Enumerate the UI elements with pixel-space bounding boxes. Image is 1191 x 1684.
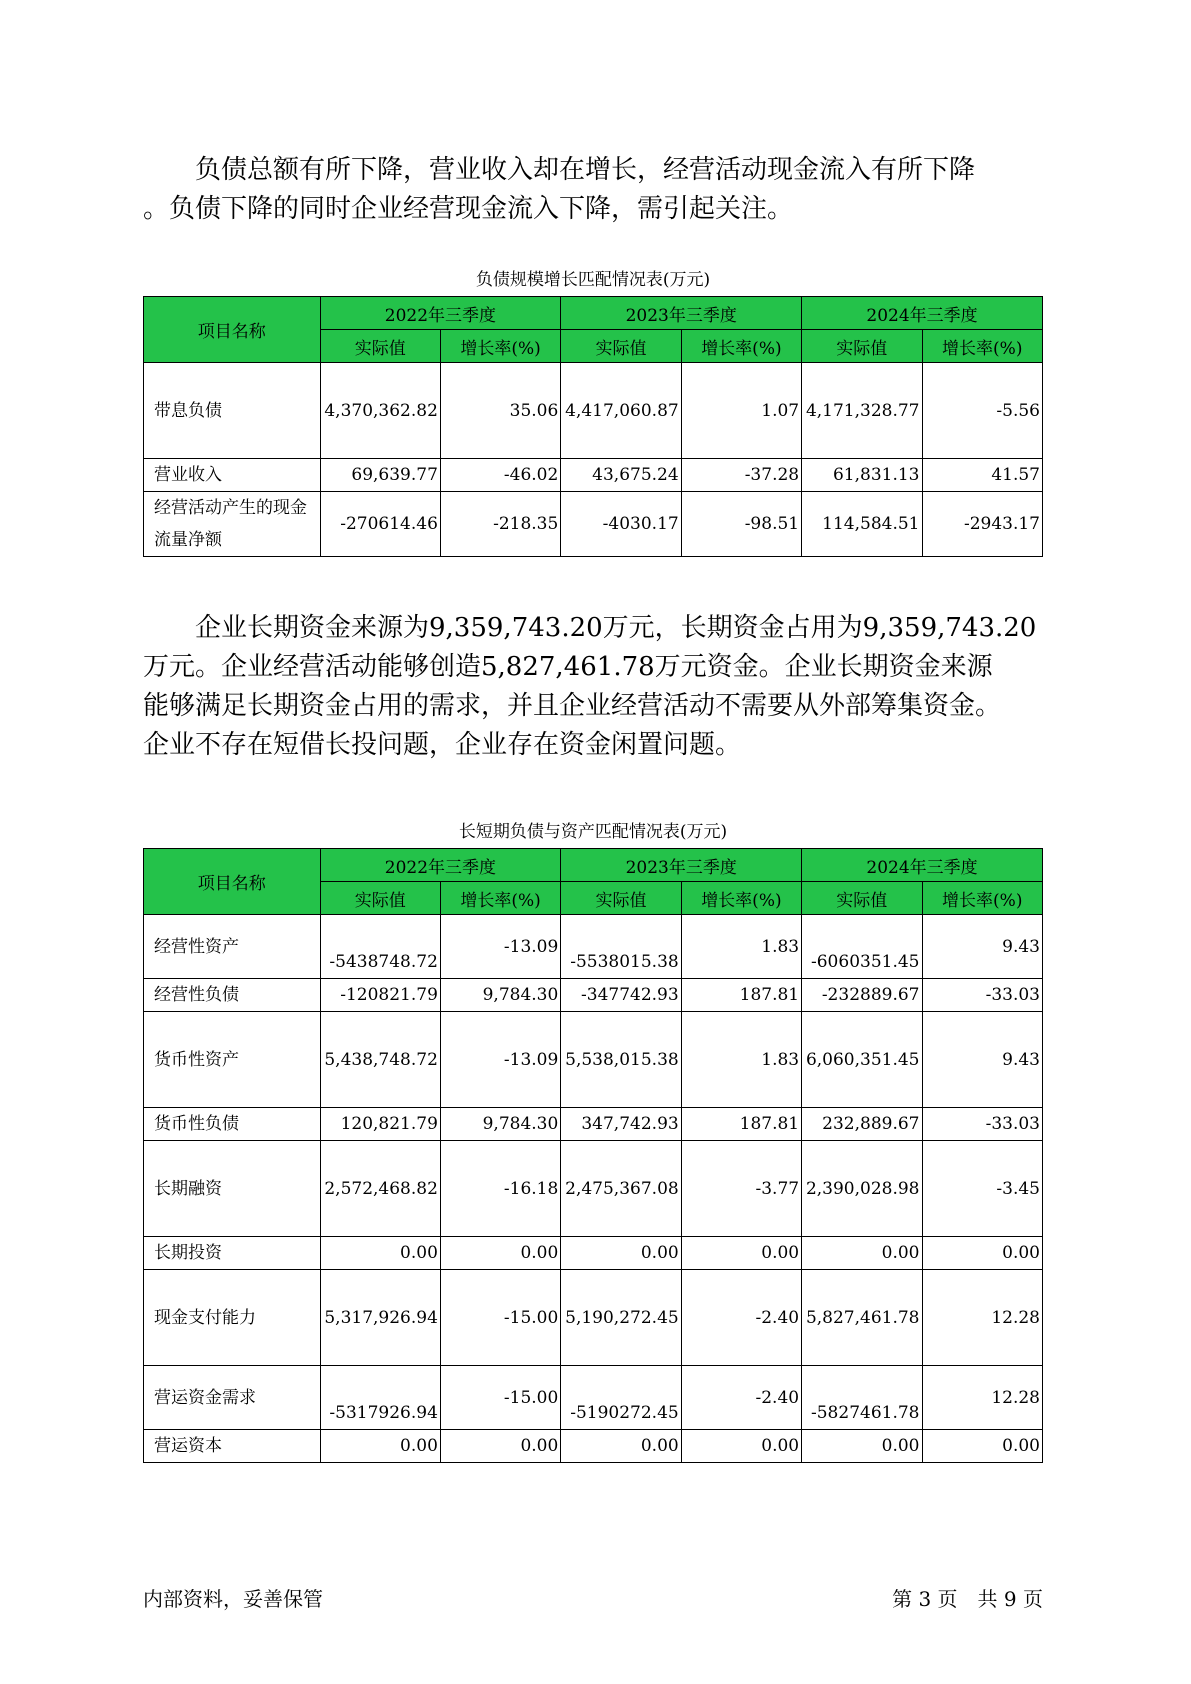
row-label: 经营活动产生的现金流量净额	[144, 492, 321, 557]
cell-value: 1.07	[681, 363, 801, 459]
cell-value: 0.00	[802, 1430, 922, 1463]
cell-value: 0.00	[320, 1237, 440, 1270]
text-line: 。负债下降的同时企业经营现金流入下降，需引起关注。	[143, 194, 794, 224]
cell-value: -13.09	[440, 1012, 560, 1108]
cell-value: 0.00	[561, 1237, 681, 1270]
row-label: 现金支付能力	[144, 1270, 321, 1366]
cell-value: 2,475,367.08	[561, 1141, 681, 1237]
table-row	[144, 1141, 1043, 1237]
table-row	[144, 1270, 1043, 1366]
cell-value: 9.43	[922, 1012, 1043, 1108]
debt-asset-match-table	[143, 848, 1043, 1463]
table-row	[144, 1108, 1043, 1141]
row-label: 长期投资	[144, 1237, 321, 1270]
cell-value: 0.00	[922, 1430, 1043, 1463]
cell-value: -5.56	[922, 363, 1043, 459]
actual-value-header: 实际值	[320, 330, 440, 363]
cell-value: 9,784.30	[440, 1108, 560, 1141]
cell-value: 5,538,015.38	[561, 1012, 681, 1108]
cell-value: -2.40	[681, 1366, 801, 1430]
table-row	[144, 915, 1043, 979]
actual-value-header: 实际值	[802, 330, 922, 363]
growth-rate-header: 增长率(%)	[681, 330, 801, 363]
cell-value: -5317926.94	[320, 1366, 440, 1430]
cell-value: 12.28	[922, 1366, 1043, 1430]
row-label: 营运资本	[144, 1430, 321, 1463]
text-line: 负债总额有所下降，营业收入却在增长，经营活动现金流入有所下降	[143, 155, 976, 185]
table-row	[144, 979, 1043, 1012]
footer-page-number: 第 3 页 共 9 页	[892, 1587, 1043, 1611]
row-label: 营业收入	[144, 459, 321, 492]
cell-value: 1.83	[681, 1012, 801, 1108]
table-row	[144, 459, 1043, 492]
cell-value: 4,370,362.82	[320, 363, 440, 459]
row-label: 经营性负债	[144, 979, 321, 1012]
cell-value: -13.09	[440, 915, 560, 979]
cell-value: 61,831.13	[802, 459, 922, 492]
period-header: 2024年三季度	[802, 849, 1043, 882]
growth-rate-header: 增长率(%)	[922, 882, 1043, 915]
paragraph-debt-summary	[143, 151, 1053, 229]
growth-rate-header: 增长率(%)	[681, 882, 801, 915]
cell-value: -37.28	[681, 459, 801, 492]
cell-value: 0.00	[320, 1430, 440, 1463]
cell-value: -15.00	[440, 1366, 560, 1430]
cell-value: 0.00	[561, 1430, 681, 1463]
cell-value: 5,317,926.94	[320, 1270, 440, 1366]
actual-value-header: 实际值	[561, 330, 681, 363]
cell-value: 5,190,272.45	[561, 1270, 681, 1366]
cell-value: -232889.67	[802, 979, 922, 1012]
text-line: 企业长期资金来源为9,359,743.20万元，长期资金占用为9,359,743.20	[143, 613, 1037, 643]
table-row	[144, 363, 1043, 459]
text-line: 能够满足长期资金占用的需求，并且企业经营活动不需要从外部筹集资金。	[143, 691, 1002, 721]
growth-rate-header: 增长率(%)	[922, 330, 1043, 363]
cell-value: 4,171,328.77	[802, 363, 922, 459]
text-line: 企业不存在短借长投问题，企业存在资金闲置问题。	[143, 730, 742, 760]
cell-value: -3.45	[922, 1141, 1043, 1237]
cell-value: 0.00	[440, 1237, 560, 1270]
cell-value: 0.00	[440, 1430, 560, 1463]
cell-value: -5438748.72	[320, 915, 440, 979]
cell-value: 4,417,060.87	[561, 363, 681, 459]
item-name-header: 项目名称	[144, 297, 321, 363]
cell-value: 35.06	[440, 363, 560, 459]
table-row	[144, 1237, 1043, 1270]
cell-value: -33.03	[922, 1108, 1043, 1141]
actual-value-header: 实际值	[802, 882, 922, 915]
cell-value: -270614.46	[320, 492, 440, 557]
row-label: 长期融资	[144, 1141, 321, 1237]
text-line: 万元。企业经营活动能够创造5,827,461.78万元资金。企业长期资金来源	[143, 652, 993, 682]
cell-value: -2943.17	[922, 492, 1043, 557]
cell-value: 9,784.30	[440, 979, 560, 1012]
cell-value: 347,742.93	[561, 1108, 681, 1141]
cell-value: 2,572,468.82	[320, 1141, 440, 1237]
debt-scale-table	[143, 296, 1043, 557]
cell-value: 9.43	[922, 915, 1043, 979]
cell-value: -5538015.38	[561, 915, 681, 979]
cell-value: -16.18	[440, 1141, 560, 1237]
row-label: 经营性资产	[144, 915, 321, 979]
cell-value: 2,390,028.98	[802, 1141, 922, 1237]
growth-rate-header: 增长率(%)	[440, 882, 560, 915]
row-label: 带息负债	[144, 363, 321, 459]
cell-value: -3.77	[681, 1141, 801, 1237]
table2-caption: 长短期负债与资产匹配情况表(万元)	[458, 822, 728, 842]
cell-value: 5,827,461.78	[802, 1270, 922, 1366]
cell-value: -120821.79	[320, 979, 440, 1012]
cell-value: 5,438,748.72	[320, 1012, 440, 1108]
actual-value-header: 实际值	[561, 882, 681, 915]
actual-value-header: 实际值	[320, 882, 440, 915]
period-header: 2022年三季度	[320, 849, 561, 882]
cell-value: -218.35	[440, 492, 560, 557]
cell-value: -46.02	[440, 459, 560, 492]
cell-value: 69,639.77	[320, 459, 440, 492]
row-label: 货币性资产	[144, 1012, 321, 1108]
period-header: 2023年三季度	[561, 297, 802, 330]
table1-caption: 负债规模增长匹配情况表(万元)	[475, 270, 711, 290]
cell-value: -15.00	[440, 1270, 560, 1366]
cell-value: -4030.17	[561, 492, 681, 557]
row-label: 营运资金需求	[144, 1366, 321, 1430]
period-header: 2022年三季度	[320, 297, 561, 330]
cell-value: 0.00	[681, 1430, 801, 1463]
cell-value: 0.00	[681, 1237, 801, 1270]
cell-value: 232,889.67	[802, 1108, 922, 1141]
paragraph-capital-analysis	[143, 609, 1053, 765]
growth-rate-header: 增长率(%)	[440, 330, 560, 363]
table-row	[144, 1012, 1043, 1108]
cell-value: 0.00	[802, 1237, 922, 1270]
cell-value: -2.40	[681, 1270, 801, 1366]
cell-value: 6,060,351.45	[802, 1012, 922, 1108]
cell-value: 41.57	[922, 459, 1043, 492]
period-header: 2023年三季度	[561, 849, 802, 882]
cell-value: -6060351.45	[802, 915, 922, 979]
cell-value: -5827461.78	[802, 1366, 922, 1430]
cell-value: 187.81	[681, 979, 801, 1012]
period-header: 2024年三季度	[802, 297, 1043, 330]
cell-value: -5190272.45	[561, 1366, 681, 1430]
cell-value: 114,584.51	[802, 492, 922, 557]
footer-confidential-note: 内部资料，妥善保管	[143, 1587, 323, 1611]
table-row	[144, 492, 1043, 557]
cell-value: 187.81	[681, 1108, 801, 1141]
cell-value: 0.00	[922, 1237, 1043, 1270]
cell-value: 12.28	[922, 1270, 1043, 1366]
cell-value: 120,821.79	[320, 1108, 440, 1141]
cell-value: -347742.93	[561, 979, 681, 1012]
item-name-header: 项目名称	[144, 849, 321, 915]
cell-value: 1.83	[681, 915, 801, 979]
cell-value: -33.03	[922, 979, 1043, 1012]
table-row	[144, 1366, 1043, 1430]
cell-value: -98.51	[681, 492, 801, 557]
cell-value: 43,675.24	[561, 459, 681, 492]
row-label: 货币性负债	[144, 1108, 321, 1141]
table-row	[144, 1430, 1043, 1463]
